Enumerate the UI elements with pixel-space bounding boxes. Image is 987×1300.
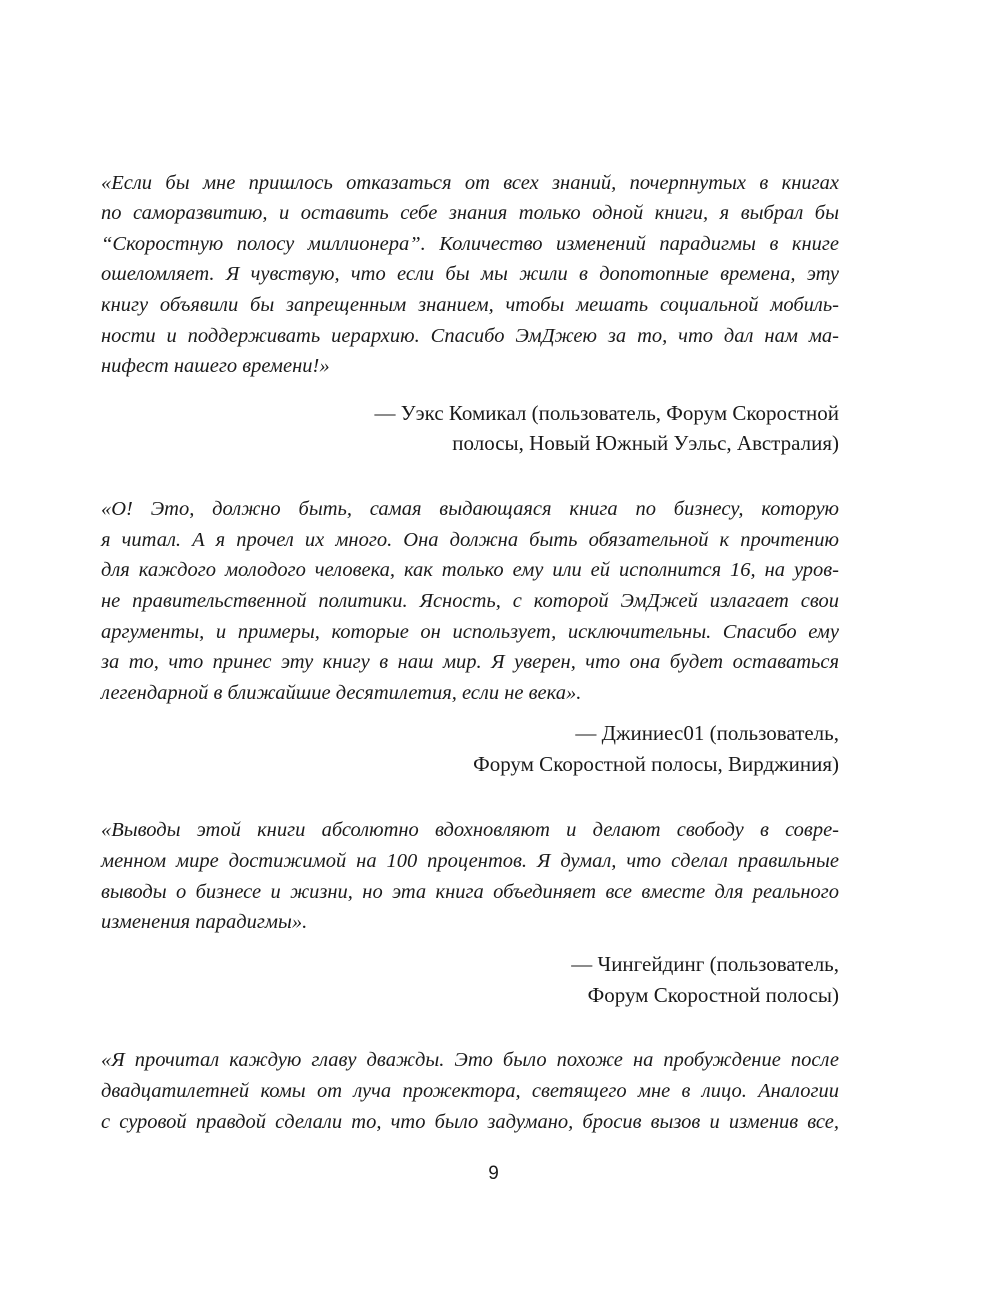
page-number: 9 <box>488 1163 499 1184</box>
quote-line: ности и поддерживать иерархию. Спасибо ЭмДжею за то, что дал нам ма- <box>101 325 839 347</box>
attribution-line: Форум Скоростной полосы, Вирджиния) <box>473 752 839 776</box>
quote-line: для каждого молодого человека, как только ему или ей исполнится 16, на уров- <box>101 559 839 581</box>
quote-line: «Я прочитал каждую главу дважды. Это было похоже на пробуждение после <box>101 1049 839 1071</box>
quote-line: за то, что принес эту книгу в наш мир. Я уверен, что она будет оставаться <box>101 651 839 673</box>
quote-line: с суровой правдой сделали то, что было задумано, бросив вызов и изменив все, <box>101 1111 839 1133</box>
quote-line: «Выводы этой книги абсолютно вдохновляют и делают свободу в совре- <box>101 819 839 841</box>
attribution-line: — Уэкс Комикал (пользователь, Форум Скоростной <box>374 401 839 425</box>
attribution-line: полосы, Новый Южный Уэльс, Австралия) <box>452 431 839 455</box>
quote-line: менном мире достижимой на 100 процентов. Я думал, что сделал правильные <box>101 850 839 872</box>
quote-line: двадцатилетней комы от луча прожектора, светящего мне в лицо. Аналогии <box>101 1080 839 1102</box>
quote-line: выводы о бизнесе и жизни, но эта книга объединяет все вместе для реального <box>101 881 839 903</box>
quote-line: “Скоростную полосу миллионера”. Количество изменений парадигмы в книге <box>101 233 839 255</box>
quote-line: я читал. А я прочел их много. Она должна быть обязательной к прочтению <box>101 529 839 551</box>
attribution-line: — Джиниес01 (пользователь, <box>575 721 839 745</box>
attribution-line: Форум Скоростной полосы) <box>587 983 839 1007</box>
quote-line: не правительственной политики. Ясность, с которой ЭмДжей излагает свои <box>101 590 839 612</box>
quote-line: нифест нашего времени!» <box>101 355 330 377</box>
quote-line: изменения парадигмы». <box>101 911 308 933</box>
attribution-line: — Чингейдинг (пользователь, <box>571 952 839 976</box>
quote-line: легендарной в ближайшие десятилетия, если не века». <box>101 682 582 704</box>
quote-line: «О! Это, должно быть, самая выдающаяся книга по бизнесу, которую <box>101 498 839 520</box>
quote-line: аргументы, и примеры, которые он использует, исключительны. Спасибо ему <box>101 621 839 643</box>
quote-line: по саморазвитию, и оставить себе знания только одной книги, я выбрал бы <box>101 202 839 224</box>
quote-line: ошеломляет. Я чувствую, что если бы мы жили в допотопные времена, эту <box>101 263 839 285</box>
quote-line: «Если бы мне пришлось отказаться от всех знаний, почерпнутых в книгах <box>101 172 839 194</box>
quote-line: книгу объявили бы запрещенным знанием, чтобы мешать социальной мобиль- <box>101 294 839 316</box>
